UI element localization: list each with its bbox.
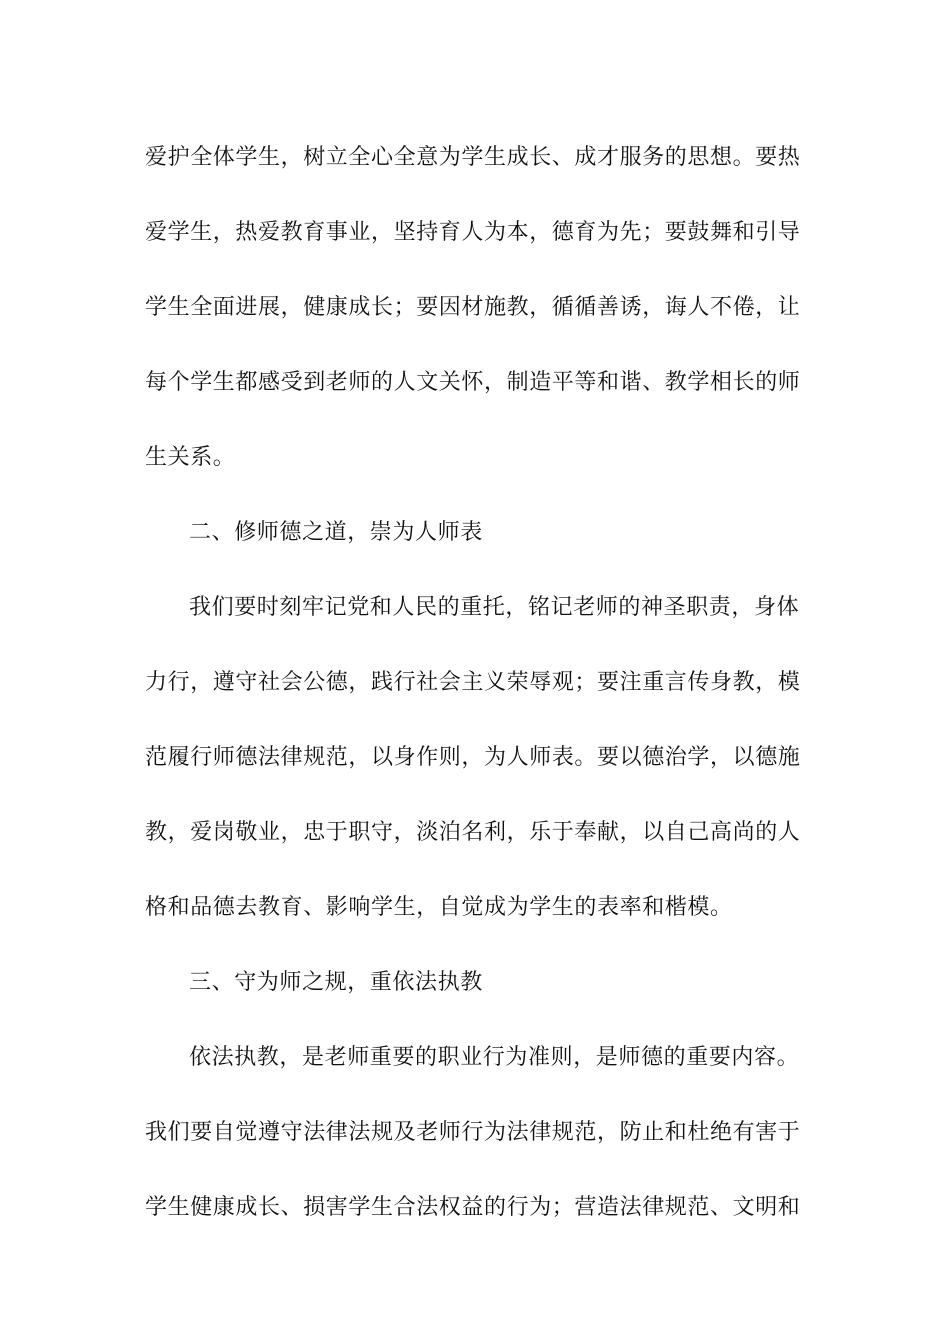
- paragraph-line: 爱学生，热爱教育事业，坚持育人为本，德育为先；要鼓舞和引导: [145, 220, 801, 245]
- section-heading: 二、修师德之道，崇为人师表: [189, 520, 483, 545]
- section-heading: 三、守为师之规，重依法执教: [189, 970, 483, 995]
- paragraph-line: 爱护全体学生，树立全心全意为学生成长、成才服务的思想。要热: [145, 145, 801, 170]
- paragraph-line: 范履行师德法律规范，以身作则，为人师表。要以德治学，以德施: [145, 745, 801, 770]
- paragraph-line: 教，爱岗敬业，忠于职守，淡泊名利，乐于奉献，以自己高尚的人: [145, 820, 801, 845]
- paragraph-line: 我们要自觉遵守法律法规及老师行为法律规范，防止和杜绝有害于: [145, 1120, 801, 1145]
- paragraph-line: 生关系。: [145, 445, 236, 470]
- paragraph-line: 依法执教，是老师重要的职业行为准则，是师德的重要内容。: [189, 1045, 800, 1070]
- paragraph-line: 学生健康成长、损害学生合法权益的行为；营造法律规范、文明和: [145, 1195, 801, 1220]
- paragraph-line: 格和品德去教育、影响学生，自觉成为学生的表率和楷模。: [145, 895, 733, 920]
- paragraph-line: 每个学生都感受到老师的人文关怀，制造平等和谐、教学相长的师: [145, 370, 801, 395]
- paragraph-line: 力行，遵守社会公德，践行社会主义荣辱观；要注重言传身教，模: [145, 670, 801, 695]
- paragraph-line: 学生全面进展，健康成长；要因材施教，循循善诱，诲人不倦，让: [145, 295, 801, 320]
- paragraph-line: 我们要时刻牢记党和人民的重托，铭记老师的神圣职责，身体: [189, 595, 800, 620]
